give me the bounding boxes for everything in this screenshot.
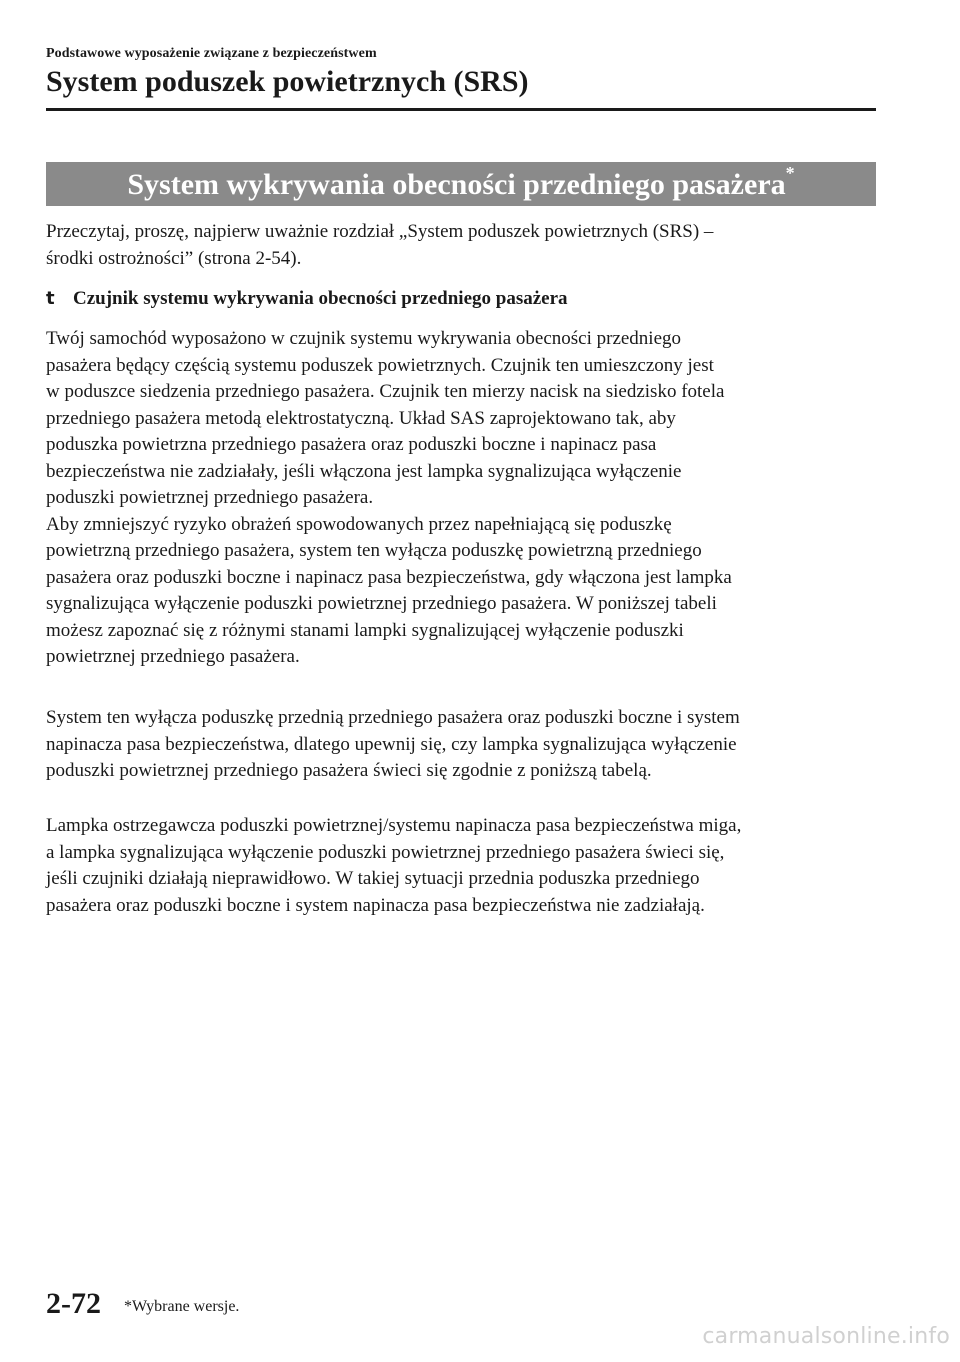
text-line: poduszki powietrznej przedniego pasażera. (46, 487, 374, 508)
intro-paragraph (46, 219, 876, 272)
text-line: poduszki powietrznej przedniego pasażera świeci się zgodnie z poniższą tabelą. (46, 760, 652, 781)
page-number: 2-72 (46, 1287, 101, 1320)
section-title-banner (46, 162, 876, 206)
text-line: pasażera będący częścią systemu poduszek powietrznych. Czujnik ten umieszczony jest (46, 354, 714, 376)
bullet-icon: t (46, 288, 55, 309)
text-line: środki ostrożności” (strona 2-54). (46, 247, 302, 269)
text-line: bezpieczeństwa nie zadziałały, jeśli włączona jest lampka sygnalizująca wyłączenie (46, 460, 682, 482)
text-line: pasażera oraz poduszki boczne i napinacz pasa bezpieczeństwa, gdy włączona jest lampka (46, 566, 732, 588)
chapter-divider (46, 108, 876, 111)
body-paragraph-2 (46, 705, 876, 785)
watermark: carmanualsonline.info (702, 1324, 950, 1349)
text-line: sygnalizująca wyłączenie poduszki powietrznej przedniego pasażera. W poniższej tabeli (46, 593, 717, 614)
text-line: w poduszce siedzenia przedniego pasażera. Czujnik ten mierzy nacisk na siedzisko fotela (46, 381, 725, 402)
text-line: powietrznej przedniego pasażera. (46, 646, 300, 667)
text-line: System ten wyłącza poduszkę przednią przedniego pasażera oraz poduszki boczne i system (46, 707, 740, 728)
text-line: pasażera oraz poduszki boczne i system napinacza pasa bezpieczeństwa nie zadziałają. (46, 894, 705, 916)
body-paragraph-1 (46, 326, 876, 671)
text-line: przedniego pasażera metodą elektrostatyczną. Układ SAS zaprojektowano tak, aby (46, 407, 676, 429)
text-line: jeśli czujniki działają nieprawidłowo. W takiej sytuacji przednia poduszka przedniego (46, 868, 700, 889)
text-line: poduszka powietrzna przedniego pasażera oraz poduszki boczne i napinacz pasa (46, 434, 657, 455)
text-line: możesz zapoznać się z różnymi stanami lampki sygnalizującej wyłączenie poduszki (46, 619, 684, 641)
subsection-title: Czujnik systemu wykrywania obecności przedniego pasażera (73, 288, 568, 309)
text-line: napinacza pasa bezpieczeństwa, dlatego upewnij się, czy lampka sygnalizująca wyłączenie (46, 733, 737, 755)
subsection-heading (46, 285, 568, 313)
optional-equipment-mark: * (785, 163, 795, 183)
breadcrumb: Podstawowe wyposażenie związane z bezpieczeństwem (46, 46, 377, 61)
footnote: *Wybrane wersje. (124, 1298, 240, 1315)
body-paragraph-3 (46, 813, 876, 919)
text-line: Lampka ostrzegawcza poduszki powietrznej/systemu napinacza pasa bezpieczeństwa miga, (46, 815, 742, 836)
text-line: powietrzną przedniego pasażera, system ten wyłącza poduszkę powietrzną przedniego (46, 540, 702, 561)
chapter-title: System poduszek powietrznych (SRS) (46, 65, 529, 98)
section-title: System wykrywania obecności przedniego pasażera (127, 168, 786, 201)
text-line: a lampka sygnalizująca wyłączenie poduszki powietrznej przedniego pasażera świeci się, (46, 841, 725, 863)
text-line: Przeczytaj, proszę, najpierw uważnie rozdział „System poduszek powietrznych (SRS) – (46, 221, 714, 242)
text-line: Twój samochód wyposażono w czujnik systemu wykrywania obecności przedniego (46, 328, 682, 349)
text-line: Aby zmniejszyć ryzyko obrażeń spowodowanych przez napełniającą się poduszkę (46, 513, 672, 535)
